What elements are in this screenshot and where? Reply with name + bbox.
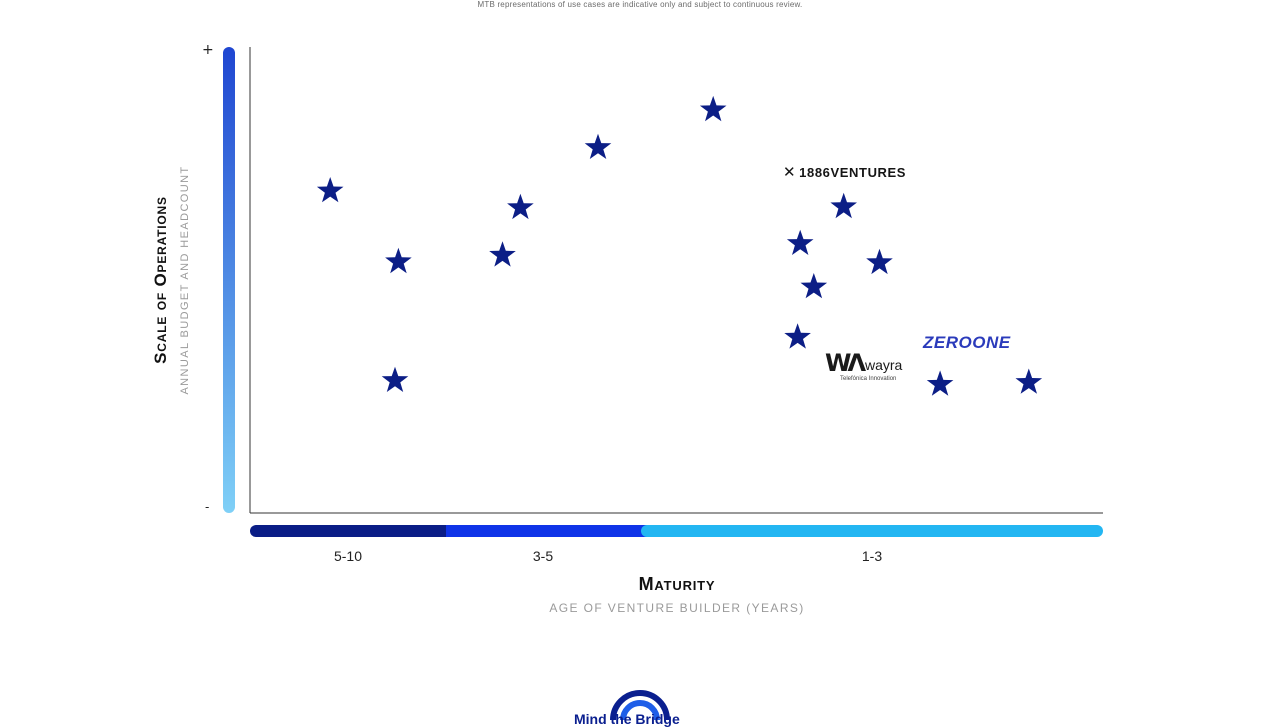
maturity-bar bbox=[250, 525, 1103, 537]
star-data-point bbox=[787, 230, 814, 255]
star-data-point bbox=[317, 177, 344, 202]
x-tick-label: 5-10 bbox=[333, 548, 363, 564]
maturity-segment bbox=[250, 525, 452, 537]
x-mark-icon: ✕ bbox=[783, 163, 797, 181]
star-data-point bbox=[784, 323, 811, 348]
logo-zeroone: ZEROONE bbox=[923, 333, 1011, 352]
star-data-point bbox=[830, 193, 857, 218]
star-data-point bbox=[382, 367, 409, 392]
x-axis-subtitle: AGE OF VENTURE BUILDER (YEARS) bbox=[549, 601, 805, 615]
logo-1886-text: 1886VENTURES bbox=[799, 164, 907, 180]
footer-brand-name: Mind the Bridge bbox=[574, 711, 680, 727]
y-axis-plus-label: + bbox=[202, 42, 214, 58]
star-data-point bbox=[385, 248, 412, 273]
star-data-point bbox=[866, 249, 893, 274]
star-data-point bbox=[489, 241, 516, 266]
y-axis-title: Scale of Operations bbox=[151, 196, 170, 364]
disclaimer-text: MTB representations of use cases are indicative only and subject to continuous review. bbox=[477, 0, 803, 9]
star-data-point bbox=[700, 96, 727, 121]
wayra-wordmark: wayra bbox=[865, 357, 903, 373]
star-data-point bbox=[801, 273, 828, 298]
star-data-point bbox=[927, 370, 954, 395]
y-axis-subtitle: ANNUAL BUDGET AND HEADCOUNT bbox=[179, 165, 191, 395]
x-tick-label: 1-3 bbox=[861, 548, 883, 564]
star-data-point bbox=[1016, 369, 1043, 394]
maturity-segment bbox=[641, 525, 1103, 537]
logo-wayra bbox=[825, 349, 905, 385]
y-axis-minus-label: - bbox=[205, 500, 210, 514]
x-tick-label: 3-5 bbox=[532, 548, 554, 564]
wayra-tagline: Telefónica Innovation bbox=[840, 376, 897, 382]
logo-1886-ventures bbox=[783, 163, 906, 181]
star-data-point bbox=[507, 194, 534, 219]
wayra-mark-icon: WΛ bbox=[825, 349, 863, 377]
y-scale-gradient-bar bbox=[223, 47, 235, 513]
x-axis-title: Maturity bbox=[638, 574, 716, 594]
star-data-point bbox=[585, 134, 612, 159]
maturity-segment bbox=[446, 525, 647, 537]
